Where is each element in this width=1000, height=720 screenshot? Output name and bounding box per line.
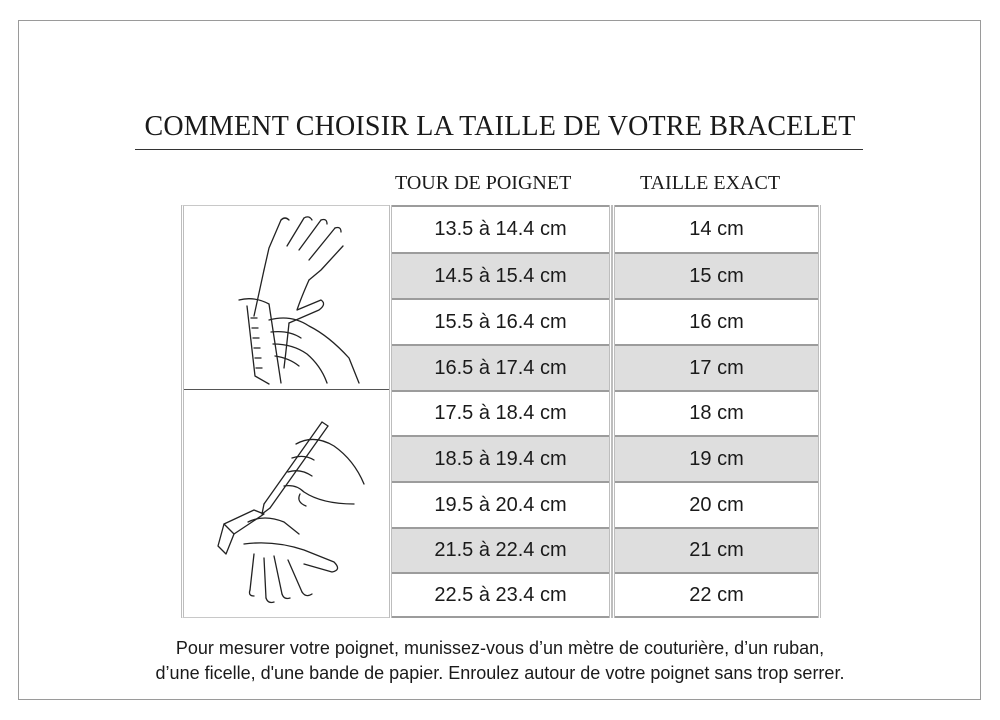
page-title: COMMENT CHOISIR LA TAILLE DE VOTRE BRACELET [144,111,856,142]
table-row: 14.5 à 15.4 cm [392,252,609,298]
table-row: 16 cm [615,298,818,344]
tour-de-poignet-column [389,205,612,618]
table-row: 20 cm [615,481,818,527]
instructions-line-2: d’une ficelle, d'une bande de papier. Enroulez autour de votre poignet sans trop serrer. [155,663,845,683]
instructions-line-1: Pour mesurer votre poignet, munissez-vous d’un mètre de couturière, d’un ruban, [175,638,825,658]
illustration-divider [184,389,389,390]
title-underline [135,149,863,150]
taille-exact-column [612,205,821,618]
table-row: 19.5 à 20.4 cm [392,481,609,527]
hand-with-pen-marking-strip-icon [204,394,374,616]
table-row: 15.5 à 16.4 cm [392,298,609,344]
table-row: 22.5 à 23.4 cm [392,572,609,618]
column-header-tour-de-poignet: TOUR DE POIGNET [395,172,572,194]
table-row: 13.5 à 14.4 cm [392,205,609,252]
table-row: 16.5 à 17.4 cm [392,344,609,390]
table-row: 15 cm [615,252,818,298]
table-row: 22 cm [615,572,818,618]
hand-with-measuring-tape-icon [209,208,374,388]
table-row: 18 cm [615,390,818,435]
table-row: 14 cm [615,205,818,252]
table-row: 21 cm [615,527,818,572]
table-row: 21.5 à 22.4 cm [392,527,609,572]
table-row: 18.5 à 19.4 cm [392,435,609,481]
table-row: 17.5 à 18.4 cm [392,390,609,435]
table-row: 17 cm [615,344,818,390]
table-row: 19 cm [615,435,818,481]
column-header-taille-exact: TAILLE EXACT [640,172,781,194]
illustration-column [181,205,389,618]
instructions-text [0,636,1000,686]
